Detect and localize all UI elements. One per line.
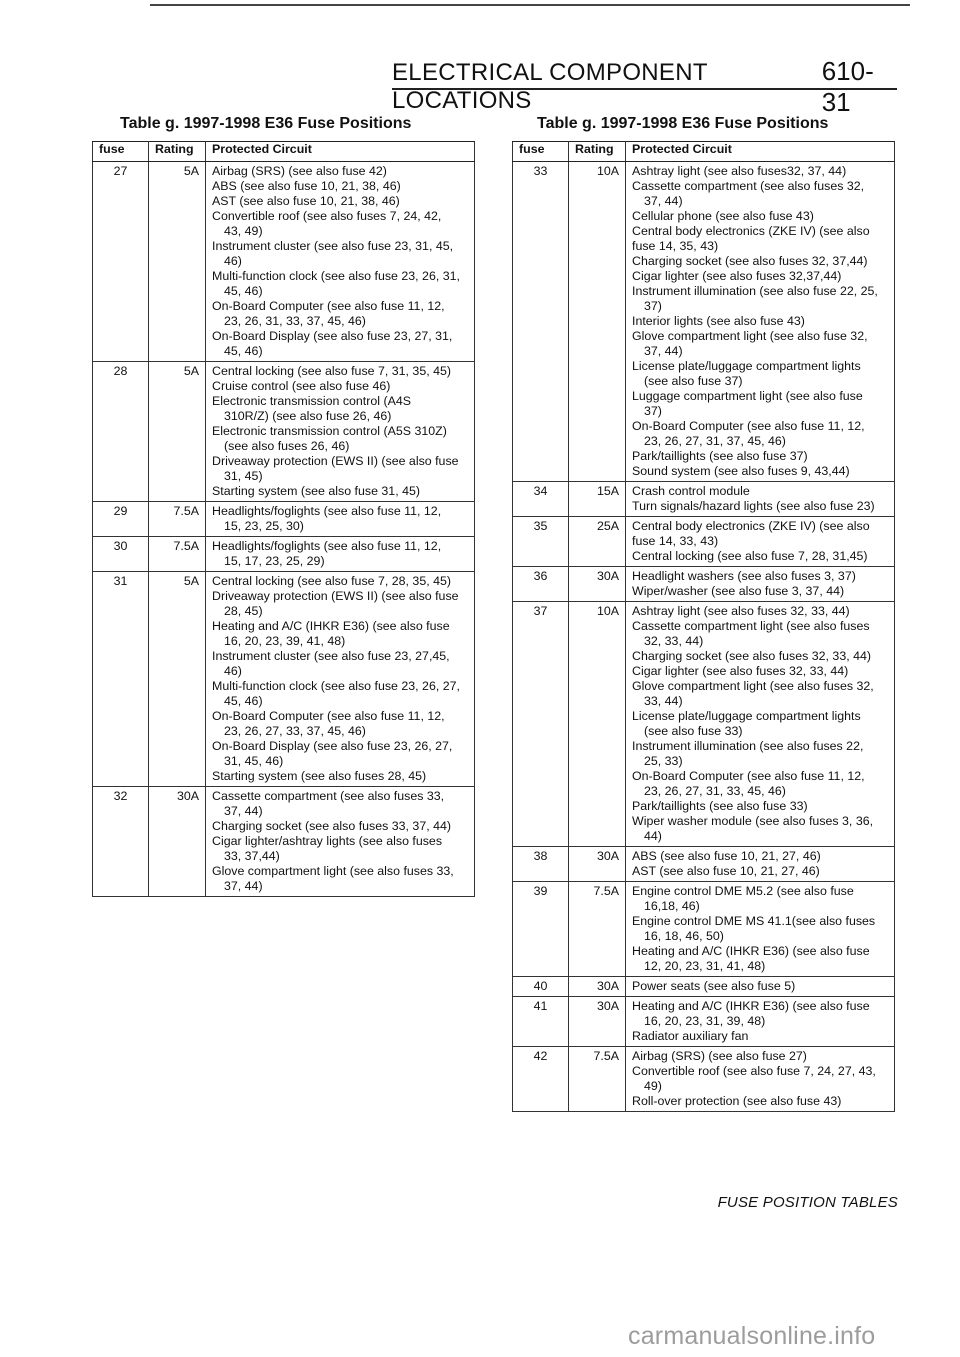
circuit-line: Airbag (SRS) (see also fuse 42) <box>212 164 387 178</box>
circuit-line: Driveaway protection (EWS II) (see also fuse <box>212 454 459 468</box>
circuit-line: Power seats (see also fuse 5) <box>632 979 796 993</box>
circuit-line: 37, 44) <box>644 194 683 208</box>
circuit-line: Engine control DME MS 41.1(see also fuses <box>632 914 876 928</box>
circuit-line: 37) <box>644 299 662 313</box>
circuit-line: Ashtray light (see also fuses 32, 33, 44) <box>632 604 850 618</box>
circuit-line: Airbag (SRS) (see also fuse 27) <box>632 1049 807 1063</box>
circuit-line: 37, 44) <box>224 804 263 818</box>
page-footer: FUSE POSITION TABLES <box>717 1194 898 1211</box>
circuit-line: Wiper/washer (see also fuse 3, 37, 44) <box>632 584 845 598</box>
circuit-line: Cigar lighter (see also fuses 32, 33, 44) <box>632 664 849 678</box>
circuit-line: AST (see also fuse 10, 21, 27, 46) <box>632 864 820 878</box>
fuse-row <box>513 567 895 602</box>
circuit-line: Cruise control (see also fuse 46) <box>212 379 391 393</box>
fuse-row <box>513 1047 895 1112</box>
circuit-line: On-Board Computer (see also fuse 11, 12, <box>632 419 865 433</box>
circuit-line: Central body electronics (ZKE IV) (see also <box>632 224 870 238</box>
protected-circuit <box>626 977 895 997</box>
circuit-line: Luggage compartment light (see also fuse <box>632 389 863 403</box>
fuse-number: 38 <box>513 847 569 882</box>
fuse-number: 35 <box>513 517 569 567</box>
circuit-line: Convertible roof (see also fuse 7, 24, 27, 43, <box>632 1064 876 1078</box>
fuse-row <box>93 572 475 787</box>
circuit-line: License plate/luggage compartment lights <box>632 359 861 373</box>
circuit-line: 23, 26, 27, 31, 37, 45, 46) <box>644 434 786 448</box>
fuse-row <box>513 482 895 517</box>
col-fuse-header: fuse <box>93 142 149 162</box>
table-header-row <box>513 142 895 162</box>
circuit-line: Cassette compartment (see also fuses 32, <box>632 179 865 193</box>
circuit-line: 23, 26, 27, 33, 37, 45, 46) <box>224 724 366 738</box>
circuit-line: Headlights/foglights (see also fuse 11, 12, <box>212 504 442 518</box>
circuit-line: (see also fuses 26, 46) <box>224 439 350 453</box>
fuse-rating: 30A <box>569 977 626 997</box>
col-circuit-header: Protected Circuit <box>206 142 475 162</box>
circuit-line: ABS (see also fuse 10, 21, 27, 46) <box>632 849 821 863</box>
circuit-line: Cellular phone (see also fuse 43) <box>632 209 814 223</box>
circuit-line: Instrument cluster (see also fuse 23, 31, 45, <box>212 239 454 253</box>
circuit-line: On-Board Computer (see also fuse 11, 12, <box>632 769 865 783</box>
circuit-line: 310R/Z) (see also fuse 26, 46) <box>224 409 392 423</box>
circuit-line: Starting system (see also fuses 28, 45) <box>212 769 427 783</box>
protected-circuit <box>626 517 895 567</box>
circuit-line: Glove compartment light (see also fuses 32, <box>632 679 874 693</box>
circuit-line: Central locking (see also fuse 7, 28, 35, 45) <box>212 574 451 588</box>
circuit-line: Cassette compartment light (see also fuses <box>632 619 870 633</box>
circuit-line: 15, 23, 25, 30) <box>224 519 304 533</box>
circuit-line: 46) <box>224 254 242 268</box>
circuit-line: Instrument illumination (see also fuses 22, <box>632 739 864 753</box>
circuit-line: 45, 46) <box>224 344 263 358</box>
circuit-line: Crash control module <box>632 484 750 498</box>
fuse-rating: 10A <box>569 162 626 482</box>
protected-circuit <box>206 787 475 897</box>
protected-circuit <box>626 847 895 882</box>
circuit-line: fuse 14, 33, 43) <box>632 534 719 548</box>
fuse-number: 32 <box>93 787 149 897</box>
fuse-rating: 10A <box>569 602 626 847</box>
circuit-line: 45, 46) <box>224 694 263 708</box>
circuit-line: 32, 33, 44) <box>644 634 704 648</box>
circuit-line: On-Board Display (see also fuse 23, 27, 31, <box>212 329 453 343</box>
circuit-line: Electronic transmission control (A5S 310Z) <box>212 424 447 438</box>
fuse-table-left <box>92 141 475 897</box>
circuit-line: 16,18, 46) <box>644 899 700 913</box>
circuit-line: Headlights/foglights (see also fuse 11, 12, <box>212 539 442 553</box>
protected-circuit <box>206 162 475 362</box>
watermark: carmanualsonline.info <box>628 1322 876 1350</box>
circuit-line: Engine control DME M5.2 (see also fuse <box>632 884 854 898</box>
circuit-line: On-Board Computer (see also fuse 11, 12, <box>212 709 445 723</box>
fuse-row <box>513 517 895 567</box>
circuit-line: Turn signals/hazard lights (see also fuse 23) <box>632 499 875 513</box>
circuit-line: Glove compartment light (see also fuse 32, <box>632 329 868 343</box>
fuse-rating: 5A <box>149 362 206 502</box>
col-fuse-header: fuse <box>513 142 569 162</box>
circuit-line: 37, 44) <box>644 344 683 358</box>
circuit-line: 28, 45) <box>224 604 263 618</box>
circuit-line: Heating and A/C (IHKR E36) (see also fuse <box>632 999 870 1013</box>
circuit-line: 15, 17, 23, 25, 29) <box>224 554 325 568</box>
fuse-row <box>93 502 475 537</box>
circuit-line: Park/taillights (see also fuse 37) <box>632 449 808 463</box>
fuse-rating: 30A <box>149 787 206 897</box>
circuit-line: Glove compartment light (see also fuses 33, <box>212 864 454 878</box>
fuse-number: 30 <box>93 537 149 572</box>
page-header <box>392 56 897 117</box>
protected-circuit <box>206 572 475 787</box>
fuse-row <box>93 537 475 572</box>
fuse-number: 41 <box>513 997 569 1047</box>
circuit-line: 33, 37,44) <box>224 849 280 863</box>
circuit-line: On-Board Computer (see also fuse 11, 12, <box>212 299 445 313</box>
circuit-line: Radiator auxiliary fan <box>632 1029 749 1043</box>
protected-circuit <box>626 1047 895 1112</box>
protected-circuit <box>626 997 895 1047</box>
protected-circuit <box>626 882 895 977</box>
circuit-line: 49) <box>644 1079 662 1093</box>
circuit-line: 25, 33) <box>644 754 683 768</box>
circuit-line: Central locking (see also fuse 7, 31, 35, 45) <box>212 364 451 378</box>
protected-circuit <box>626 162 895 482</box>
circuit-line: AST (see also fuse 10, 21, 38, 46) <box>212 194 400 208</box>
fuse-rating: 5A <box>149 162 206 362</box>
fuse-row <box>93 787 475 897</box>
circuit-line: License plate/luggage compartment lights <box>632 709 861 723</box>
circuit-line: 31, 45, 46) <box>224 754 284 768</box>
circuit-line: Multi-function clock (see also fuse 23, 26, 31, <box>212 269 460 283</box>
circuit-line: 31, 45) <box>224 469 263 483</box>
protected-circuit <box>626 567 895 602</box>
fuse-number: 28 <box>93 362 149 502</box>
circuit-line: Instrument illumination (see also fuse 22, 25, <box>632 284 878 298</box>
circuit-line: Park/taillights (see also fuse 33) <box>632 799 808 813</box>
circuit-line: 16, 20, 23, 39, 41, 48) <box>224 634 346 648</box>
fuse-rating: 7.5A <box>149 537 206 572</box>
table-header-row <box>93 142 475 162</box>
circuit-line: Wiper washer module (see also fuses 3, 36, <box>632 814 874 828</box>
protected-circuit <box>626 482 895 517</box>
circuit-line: Sound system (see also fuses 9, 43,44) <box>632 464 850 478</box>
fuse-number: 40 <box>513 977 569 997</box>
fuse-row <box>93 362 475 502</box>
circuit-line: Central body electronics (ZKE IV) (see also <box>632 519 870 533</box>
circuit-line: Central locking (see also fuse 7, 28, 31,45) <box>632 549 868 563</box>
circuit-line: Heating and A/C (IHKR E36) (see also fuse <box>212 619 450 633</box>
top-rule <box>150 4 910 6</box>
circuit-line: Cigar lighter (see also fuses 32,37,44) <box>632 269 842 283</box>
circuit-line: ABS (see also fuse 10, 21, 38, 46) <box>212 179 401 193</box>
fuse-rating: 7.5A <box>149 502 206 537</box>
circuit-line: Cigar lighter/ashtray lights (see also fuses <box>212 834 443 848</box>
circuit-line: Instrument cluster (see also fuse 23, 27,45, <box>212 649 450 663</box>
protected-circuit <box>206 537 475 572</box>
circuit-line: Multi-function clock (see also fuse 23, 26, 27, <box>212 679 460 693</box>
circuit-line: Cassette compartment (see also fuses 33, <box>212 789 445 803</box>
circuit-line: Charging socket (see also fuses 32, 37,44) <box>632 254 868 268</box>
fuse-number: 37 <box>513 602 569 847</box>
fuse-number: 36 <box>513 567 569 602</box>
fuse-row <box>513 977 895 997</box>
table-title-left: Table g. 1997-1998 E36 Fuse Positions <box>120 115 412 132</box>
col-rating-header: Rating <box>149 142 206 162</box>
circuit-line: 12, 20, 23, 31, 41, 48) <box>644 959 766 973</box>
circuit-line: Charging socket (see also fuses 32, 33, 44) <box>632 649 871 663</box>
circuit-line: Charging socket (see also fuses 33, 37, 44) <box>212 819 451 833</box>
circuit-line: (see also fuse 33) <box>644 724 743 738</box>
fuse-row <box>513 847 895 882</box>
circuit-line: On-Board Display (see also fuse 23, 26, 27, <box>212 739 453 753</box>
fuse-rating: 5A <box>149 572 206 787</box>
fuse-number: 34 <box>513 482 569 517</box>
circuit-line: Electronic transmission control (A4S <box>212 394 412 408</box>
circuit-line: 43, 49) <box>224 224 263 238</box>
fuse-table-right <box>512 141 895 1112</box>
section-title: ELECTRICAL COMPONENT LOCATIONS <box>392 59 708 114</box>
circuit-line: 16, 18, 46, 50) <box>644 929 724 943</box>
page-number: 610-31 <box>821 56 874 117</box>
circuit-line: 45, 46) <box>224 284 263 298</box>
circuit-line: 46) <box>224 664 242 678</box>
circuit-line: Starting system (see also fuse 31, 45) <box>212 484 420 498</box>
circuit-line: 23, 26, 31, 33, 37, 45, 46) <box>224 314 366 328</box>
fuse-row <box>513 162 895 482</box>
protected-circuit <box>206 502 475 537</box>
circuit-line: Roll-over protection (see also fuse 43) <box>632 1094 842 1108</box>
fuse-row <box>513 997 895 1047</box>
circuit-line: Convertible roof (see also fuses 7, 24, 42, <box>212 209 442 223</box>
circuit-line: 37, 44) <box>224 879 263 893</box>
circuit-line: (see also fuse 37) <box>644 374 743 388</box>
circuit-line: Heating and A/C (IHKR E36) (see also fuse <box>632 944 870 958</box>
fuse-rating: 15A <box>569 482 626 517</box>
fuse-number: 42 <box>513 1047 569 1112</box>
fuse-rating: 30A <box>569 847 626 882</box>
fuse-rating: 30A <box>569 997 626 1047</box>
col-rating-header: Rating <box>569 142 626 162</box>
circuit-line: 33, 44) <box>644 694 683 708</box>
circuit-line: 16, 20, 23, 31, 39, 48) <box>644 1014 766 1028</box>
fuse-number: 33 <box>513 162 569 482</box>
circuit-line: 23, 26, 27, 31, 33, 45, 46) <box>644 784 786 798</box>
fuse-row <box>513 602 895 847</box>
circuit-line: 37) <box>644 404 662 418</box>
circuit-line: fuse 14, 35, 43) <box>632 239 719 253</box>
protected-circuit <box>626 602 895 847</box>
fuse-number: 39 <box>513 882 569 977</box>
fuse-number: 29 <box>93 502 149 537</box>
fuse-row <box>513 882 895 977</box>
fuse-row <box>93 162 475 362</box>
fuse-rating: 7.5A <box>569 1047 626 1112</box>
fuse-rating: 25A <box>569 517 626 567</box>
circuit-line: Headlight washers (see also fuses 3, 37) <box>632 569 856 583</box>
fuse-number: 27 <box>93 162 149 362</box>
table-title-right: Table g. 1997-1998 E36 Fuse Positions <box>537 115 829 132</box>
fuse-rating: 7.5A <box>569 882 626 977</box>
fuse-rating: 30A <box>569 567 626 602</box>
protected-circuit <box>206 362 475 502</box>
circuit-line: 44) <box>644 829 662 843</box>
circuit-line: Driveaway protection (EWS II) (see also fuse <box>212 589 459 603</box>
circuit-line: Interior lights (see also fuse 43) <box>632 314 805 328</box>
circuit-line: Ashtray light (see also fuses32, 37, 44) <box>632 164 847 178</box>
fuse-number: 31 <box>93 572 149 787</box>
col-circuit-header: Protected Circuit <box>626 142 895 162</box>
